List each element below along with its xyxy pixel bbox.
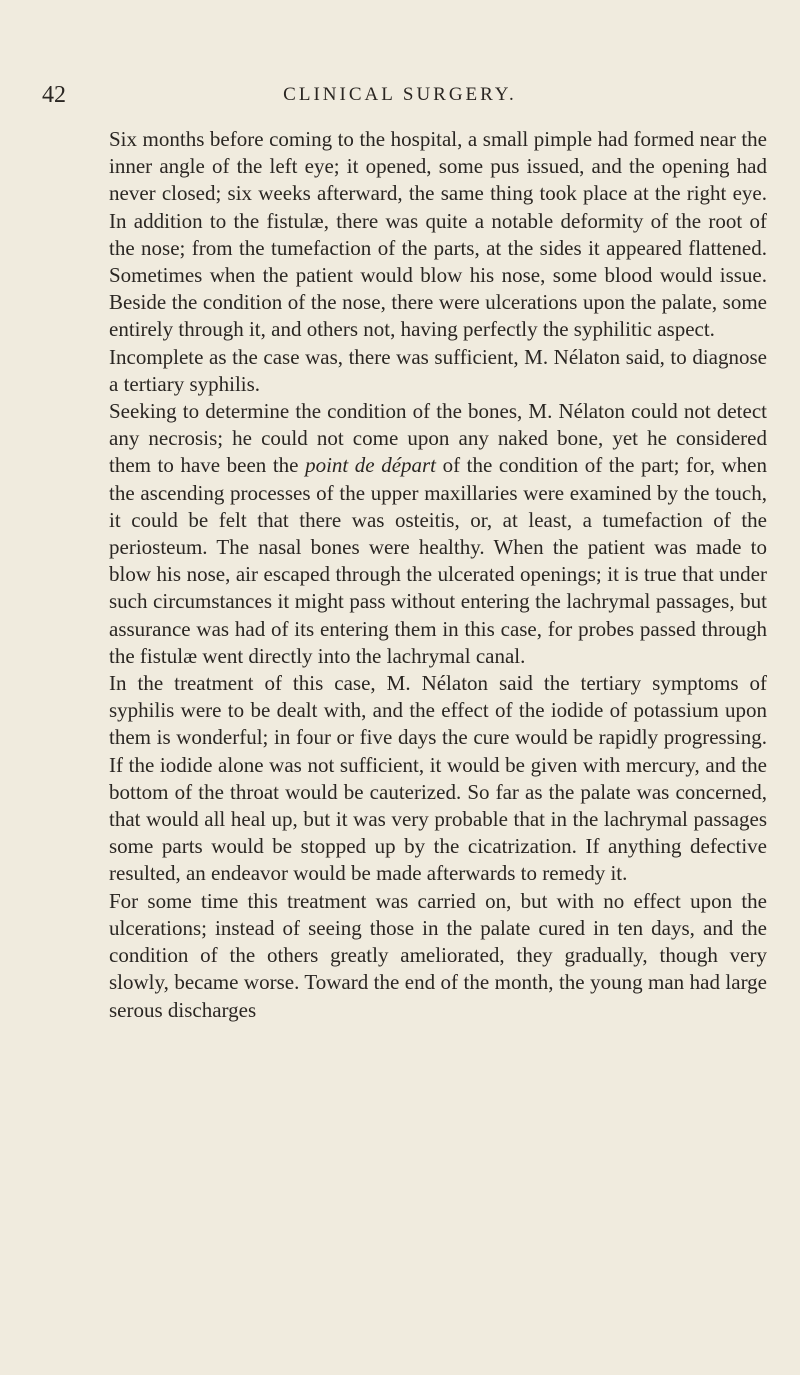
paragraph-3-italic-phrase: point de départ [305,453,437,478]
paragraph-4: In the treatment of this case, M. Nélaton said the tertiary symptoms of syphilis were to be dealt with, and the effect of the iodide of potassium upon them is wonderful; in four or five days the cure would be rapidly progressing. If the iodide alone was not sufficient, it would be given with mercury, and the bottom of the throat would be cauterized. So far as the palate was concerned, that would all heal up, but it was very probable that in the lachrymal passages some parts would be stopped up by the cicatrization. If anything defective resulted, an endeavor would be made afterwards to remedy it. [109,671,767,886]
paragraph-1: Six months before coming to the hospital, a small pimple had formed near the inner angle of the left eye; it opened, some pus issued, and the opening had never closed; six weeks afterward, the same thing took place at the right eye. In addition to the fistulæ, there was quite a notable deformity of the root of the nose; from the tumefaction of the parts, at the sides it appeared flattened. Sometimes when the patient would blow his nose, some blood would issue. Beside the condition of the nose, there were ulcerations upon the palate, some entirely through it, and others not, having perfectly the syphilitic aspect. [109,127,767,342]
paragraph-3 [109,398,767,670]
paragraph-5: For some time this treatment was carried on, but with no effect upon the ulcerations; instead of seeing those in the palate cured in ten days, and the condition of the others greatly ameliorated, they gradually, though very slowly, became worse. Toward the end of the month, the young man had large serous discharges [109,888,767,1022]
paragraph-2: Incomplete as the case was, there was sufficient, M. Nélaton said, to diagnose a tertiary syphilis. [109,344,767,396]
page-number: 42 [42,82,66,108]
body-text [109,126,767,1024]
running-title: CLINICAL SURGERY. [283,84,517,105]
paragraph-3-text-before: Seeking to determine the condition of the bones, M. Nélaton could not detect any necrosis; he could not come upon any naked bone, yet he considered them to have been the [109,399,767,478]
paragraph-3-text-after: of the condition of the part; for, when the ascending processes of the upper maxillaries were examined by the touch, it could be felt that there was osteitis, or, at least, a tumefaction of the periosteum. The nasal bones were healthy. When the patient was made to blow his nose, air escaped through the ulcerated openings; it is true that under such circumstances it might pass without entering the lachrymal passages, but assurance was had of its entering them in this case, for probes passed through the fistulæ went directly into the lachrymal canal. [109,453,768,668]
running-head [42,80,758,110]
